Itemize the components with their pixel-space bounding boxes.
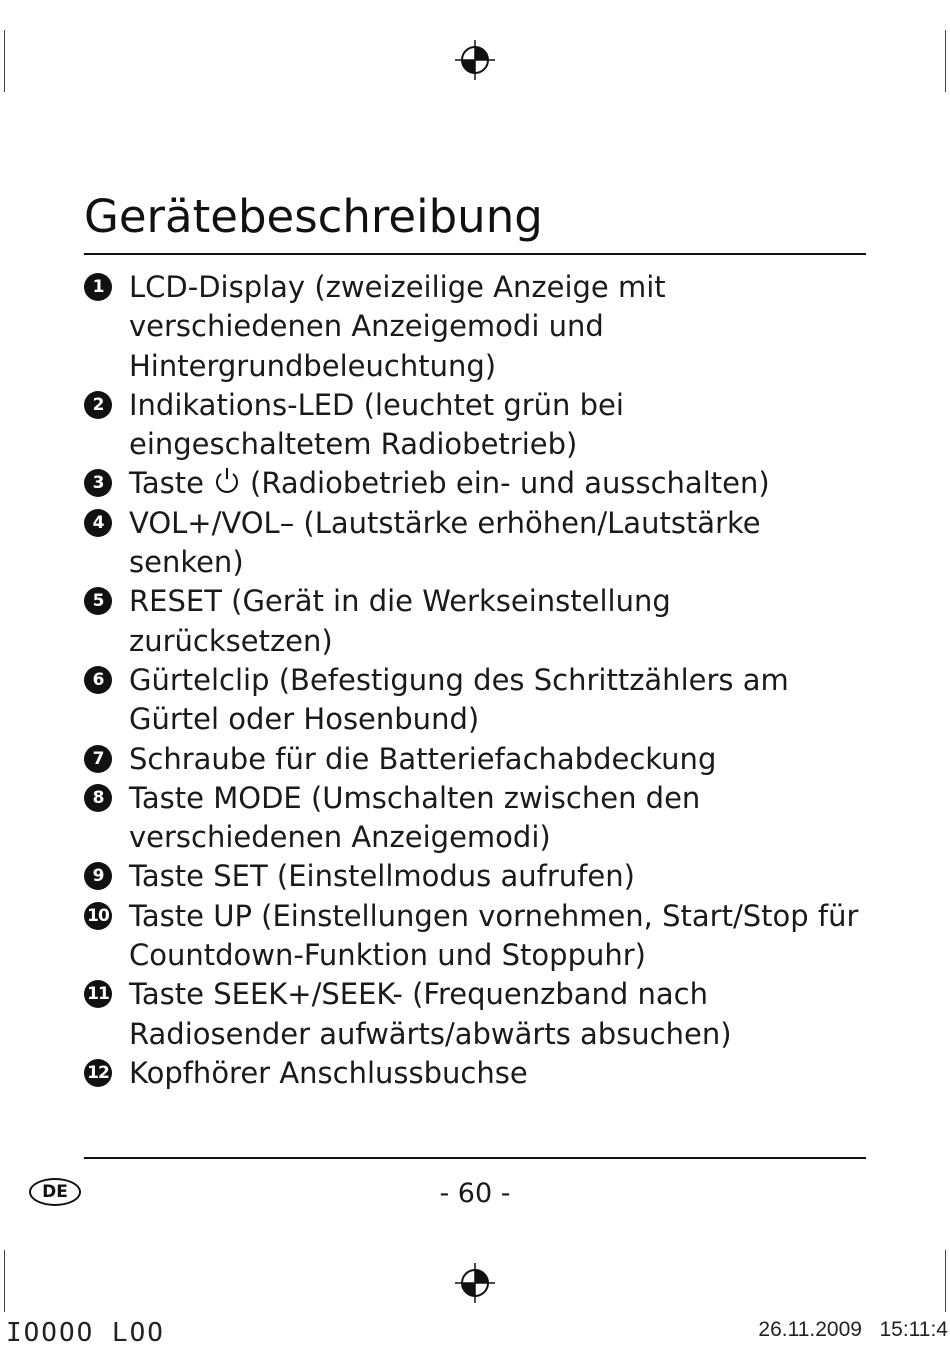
page-title: Gerätebeschreibung — [84, 190, 543, 243]
list-item — [84, 740, 874, 779]
item-text: Indikations-LED (leuchtet grün bei eingeschaltetem Radiobetrieb) — [129, 387, 624, 462]
list-item — [84, 661, 874, 740]
crop-mark — [945, 1250, 946, 1312]
print-slug-code: IOOOO LOO — [6, 1318, 165, 1348]
footer-rule — [84, 1157, 866, 1159]
item-number: 4 — [84, 509, 112, 537]
slug-time: 15:11:4 — [879, 1318, 948, 1341]
language-badge: DE — [29, 1178, 81, 1206]
registration-mark-bottom — [453, 1261, 497, 1305]
crop-mark — [4, 30, 5, 92]
item-number: 12 — [84, 1059, 112, 1087]
registration-mark-top — [453, 38, 497, 82]
list-item — [84, 464, 874, 503]
item-number: 2 — [84, 391, 112, 419]
item-number: 1 — [84, 273, 112, 301]
list-item — [84, 582, 874, 661]
list-item — [84, 779, 874, 858]
item-text: Taste UP (Einstellungen vornehmen, Start/Stop für Countdown-Funktion und Stoppuhr) — [129, 898, 859, 973]
list-item — [84, 975, 874, 1054]
print-slug-datetime — [758, 1318, 948, 1342]
item-text: RESET (Gerät in die Werkseinstellung zurücksetzen) — [129, 584, 671, 658]
item-text: VOL+/VOL– (Lautstärke erhöhen/Lautstärke senken) — [129, 505, 761, 580]
item-text: Taste SEEK+/SEEK- (Frequenzband nach Radiosender aufwärts/abwärts absuchen) — [129, 977, 732, 1051]
item-number: 9 — [84, 862, 112, 890]
item-text: Gürtelclip (Befestigung des Schrittzählers am Gürtel oder Hosenbund) — [129, 662, 789, 737]
item-text: Taste MODE (Umschalten zwischen den verschiedenen Anzeigemodi) — [129, 780, 701, 855]
list-item — [84, 504, 874, 583]
crop-mark — [4, 1250, 5, 1312]
item-number: 10 — [84, 902, 112, 930]
item-number: 6 — [84, 666, 112, 694]
page-number: - 60 - — [439, 1178, 511, 1209]
item-text: (Radiobetrieb ein- und ausschalten) — [250, 466, 770, 501]
power-icon — [210, 466, 244, 496]
item-text: Schraube für die Batteriefachabdeckung — [129, 741, 717, 776]
list-item — [84, 857, 874, 896]
item-text: Taste SET (Einstellmodus aufrufen) — [129, 859, 635, 894]
item-number: 11 — [84, 980, 112, 1008]
item-text: LCD-Display (zweizeilige Anzeige mit verschiedenen Anzeigemodi und Hintergrundbeleuchtung) — [129, 270, 666, 383]
crop-mark — [945, 30, 946, 92]
list-item — [84, 268, 874, 386]
parts-list — [84, 268, 874, 1093]
item-number: 3 — [84, 469, 112, 497]
list-item — [84, 386, 874, 465]
item-number: 5 — [84, 587, 112, 615]
list-item — [84, 897, 874, 976]
item-text: Kopfhörer Anschlussbuchse — [129, 1055, 528, 1090]
item-number: 8 — [84, 784, 112, 812]
item-text-before: Taste — [129, 466, 205, 501]
title-rule — [84, 253, 866, 255]
slug-date: 26.11.2009 — [758, 1318, 862, 1341]
item-number: 7 — [84, 745, 112, 773]
list-item — [84, 1054, 874, 1093]
